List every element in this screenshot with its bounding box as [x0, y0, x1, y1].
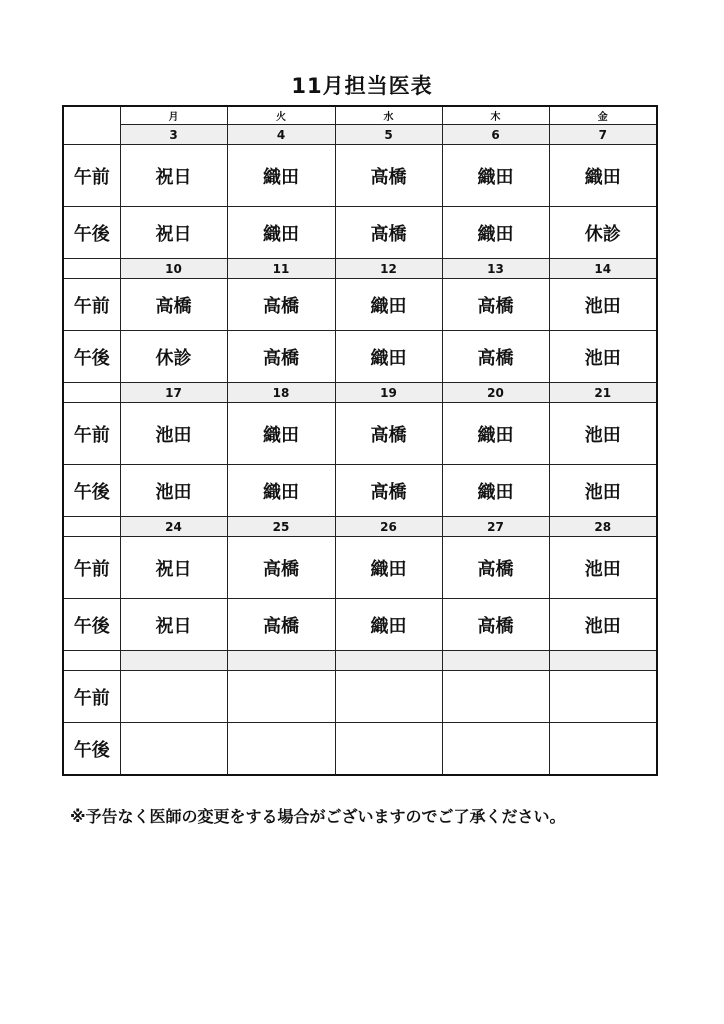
weekday-header: 月 [120, 106, 227, 125]
doctor-cell: 織田 [442, 207, 549, 259]
date-cell: 11 [227, 259, 335, 279]
afternoon-label: 午後 [63, 331, 120, 383]
doctor-cell: 高橋 [335, 403, 442, 465]
doctor-cell: 休診 [549, 207, 657, 259]
afternoon-row [63, 207, 657, 259]
date-cell: 12 [335, 259, 442, 279]
doctor-cell: 高橋 [335, 145, 442, 207]
date-cell: 26 [335, 517, 442, 537]
doctor-cell [120, 671, 227, 723]
doctor-cell: 織田 [335, 331, 442, 383]
morning-row [63, 537, 657, 599]
doctor-cell: 織田 [227, 207, 335, 259]
date-cell: 6 [442, 125, 549, 145]
afternoon-label: 午後 [63, 723, 120, 776]
doctor-cell: 高橋 [120, 279, 227, 331]
date-row-spacer [63, 517, 120, 537]
doctor-cell: 高橋 [442, 599, 549, 651]
weekday-header: 木 [442, 106, 549, 125]
doctor-cell: 池田 [549, 599, 657, 651]
date-cell: 25 [227, 517, 335, 537]
date-cell: 28 [549, 517, 657, 537]
weekday-header-row [63, 106, 657, 125]
doctor-cell: 高橋 [227, 537, 335, 599]
doctor-cell: 織田 [335, 279, 442, 331]
doctor-cell: 池田 [549, 403, 657, 465]
date-row [63, 651, 657, 671]
date-cell: 10 [120, 259, 227, 279]
doctor-cell: 池田 [120, 403, 227, 465]
date-row [63, 383, 657, 403]
doctor-cell: 高橋 [442, 279, 549, 331]
doctor-cell [442, 723, 549, 776]
date-cell: 13 [442, 259, 549, 279]
date-row [63, 125, 657, 145]
doctor-cell [335, 671, 442, 723]
header-corner-cell [63, 106, 120, 145]
doctor-cell: 高橋 [227, 279, 335, 331]
afternoon-row [63, 723, 657, 776]
doctor-cell: 休診 [120, 331, 227, 383]
change-notice: ※予告なく医師の変更をする場合がございますのでご了承ください。 [70, 807, 566, 826]
doctor-cell: 池田 [549, 465, 657, 517]
doctor-schedule-table [62, 105, 658, 776]
morning-row [63, 145, 657, 207]
date-row-spacer [63, 383, 120, 403]
date-cell: 3 [120, 125, 227, 145]
doctor-cell: 池田 [549, 279, 657, 331]
morning-label: 午前 [63, 671, 120, 723]
doctor-cell: 織田 [442, 145, 549, 207]
doctor-cell: 池田 [120, 465, 227, 517]
morning-label: 午前 [63, 279, 120, 331]
date-row [63, 259, 657, 279]
doctor-cell: 祝日 [120, 599, 227, 651]
doctor-cell: 祝日 [120, 537, 227, 599]
doctor-cell [549, 671, 657, 723]
schedule-title: 11月担当医表 [291, 74, 433, 98]
date-cell: 7 [549, 125, 657, 145]
date-cell: 5 [335, 125, 442, 145]
doctor-cell [442, 671, 549, 723]
date-cell [227, 651, 335, 671]
afternoon-label: 午後 [63, 599, 120, 651]
morning-label: 午前 [63, 145, 120, 207]
afternoon-row [63, 331, 657, 383]
afternoon-label: 午後 [63, 207, 120, 259]
doctor-cell: 織田 [335, 599, 442, 651]
date-cell: 17 [120, 383, 227, 403]
date-cell: 20 [442, 383, 549, 403]
doctor-cell: 高橋 [227, 599, 335, 651]
doctor-cell: 池田 [549, 331, 657, 383]
doctor-cell: 高橋 [335, 465, 442, 517]
morning-row [63, 671, 657, 723]
doctor-cell: 織田 [335, 537, 442, 599]
doctor-cell: 高橋 [442, 537, 549, 599]
date-cell [549, 651, 657, 671]
morning-label: 午前 [63, 403, 120, 465]
doctor-cell: 織田 [227, 403, 335, 465]
date-cell: 4 [227, 125, 335, 145]
doctor-cell: 織田 [442, 465, 549, 517]
date-cell [120, 651, 227, 671]
doctor-cell: 織田 [442, 403, 549, 465]
doctor-cell: 高橋 [442, 331, 549, 383]
weekday-header: 火 [227, 106, 335, 125]
morning-row [63, 279, 657, 331]
date-cell: 27 [442, 517, 549, 537]
date-cell: 19 [335, 383, 442, 403]
date-cell [442, 651, 549, 671]
date-row-spacer [63, 651, 120, 671]
date-cell [335, 651, 442, 671]
doctor-cell: 高橋 [335, 207, 442, 259]
date-cell: 21 [549, 383, 657, 403]
doctor-cell: 織田 [227, 465, 335, 517]
date-row [63, 517, 657, 537]
afternoon-row [63, 599, 657, 651]
doctor-cell [549, 723, 657, 776]
doctor-cell [227, 723, 335, 776]
doctor-cell: 祝日 [120, 145, 227, 207]
doctor-cell [227, 671, 335, 723]
morning-row [63, 403, 657, 465]
afternoon-label: 午後 [63, 465, 120, 517]
doctor-cell [335, 723, 442, 776]
doctor-cell: 高橋 [227, 331, 335, 383]
date-cell: 18 [227, 383, 335, 403]
date-row-spacer [63, 259, 120, 279]
date-cell: 24 [120, 517, 227, 537]
weekday-header: 水 [335, 106, 442, 125]
morning-label: 午前 [63, 537, 120, 599]
doctor-cell [120, 723, 227, 776]
doctor-cell: 織田 [549, 145, 657, 207]
doctor-cell: 祝日 [120, 207, 227, 259]
date-cell: 14 [549, 259, 657, 279]
afternoon-row [63, 465, 657, 517]
doctor-cell: 織田 [227, 145, 335, 207]
doctor-cell: 池田 [549, 537, 657, 599]
weekday-header: 金 [549, 106, 657, 125]
